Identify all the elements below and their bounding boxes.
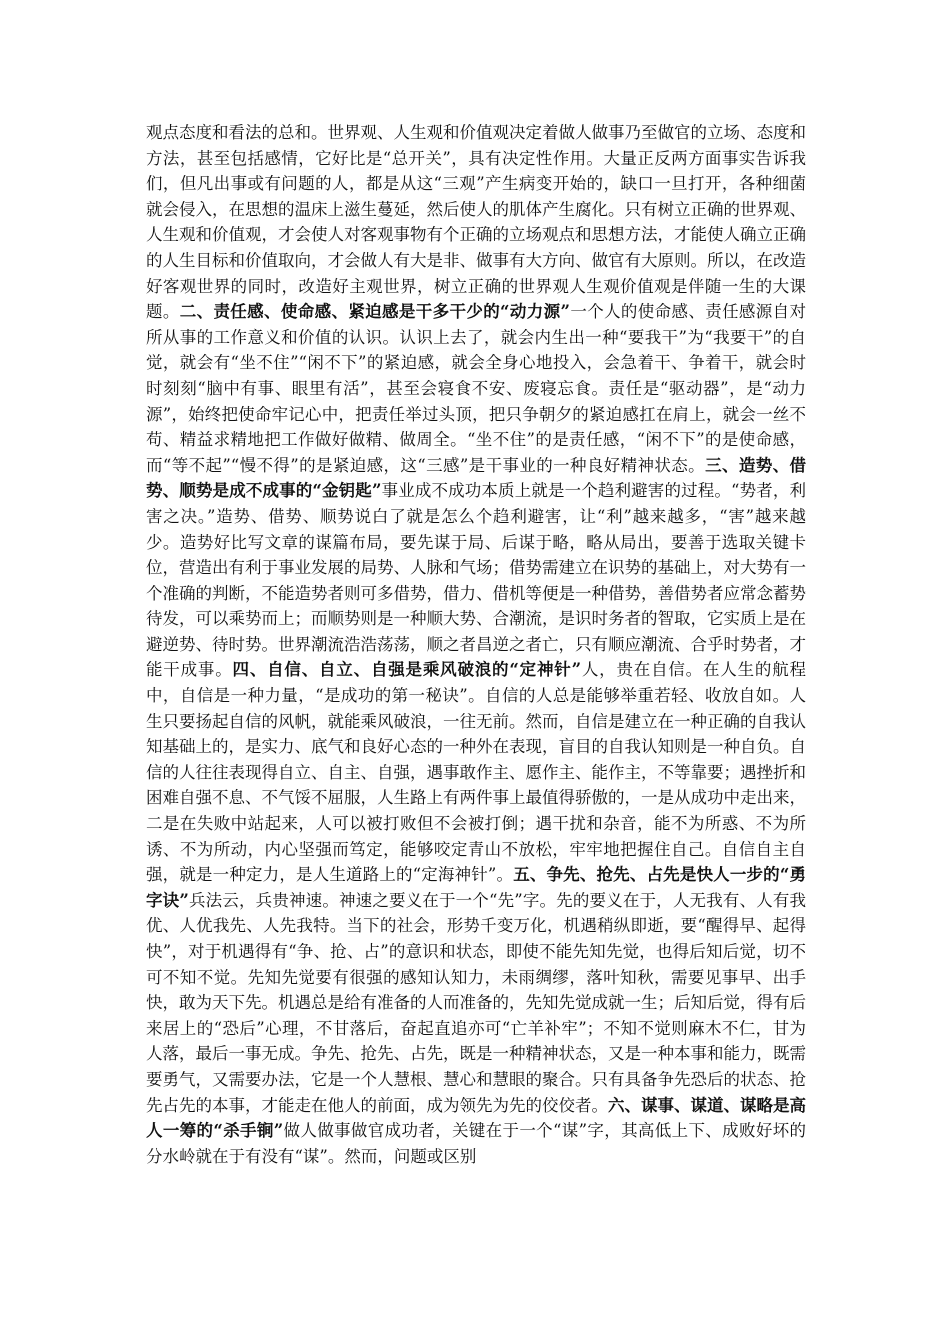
section-heading-3: 三、造势、借势、顺势是成不成事的“金钥匙”: [146, 455, 807, 501]
body-text: 人，贵在自信。在人生的航程中，自信是一种力量，“是成功的第一秘诀”。自信的人总是能够举重若轻、收放自如。人生只要扬起自信的风帆，就能乘风破浪，一往无前。然而，自信是建立在一种正确的自我认知基础上的，是实力、底气和良好心态的一种外在表现，盲目的自我认知则是一种自负。自信的人往往表现得自立、自主、自强，遇事敢作主、愿作主、能作主，不等靠要；遇挫折和困难自强不息、不气馁不屈服，人生路上有两件事上最值得骄傲的，一是从成功中走出来，二是在失败中站起来，人可以被打败但不会被打倒；遇干扰和杂音，能不为所惑、不为所诱、不为所动，内心坚强而笃定，能够咬定青山不放松，牢牢地把握住自己。自信自主自强，就是一种定力，是人生道路上的“定海神针”。: [146, 660, 807, 885]
body-text: 兵法云，兵贵神速。神速之要义在于一个“先”字。先的要义在于，人无我有、人有我优、人优我先、人先我特。当下的社会，形势千变万化，机遇稍纵即逝，要“醒得早、起得快”，对于机遇得有“争、抢、占”的意识和状态，即使不能先知先觉，也得后知后觉，切不可不知不觉。先知先觉要有很强的感知认知力，未雨绸缪，落叶知秋，需要见事早、出手快，敢为天下先。机遇总是给有准备的人而准备的，先知先觉成就一生；后知后觉，得有后来居上的“恐后”心理，不甘落后，奋起直追亦可“亡羊补牢”；不知不觉则麻木不仁，甘为人落，最后一事无成。争先、抢先、占先，既是一种精神状态，又是一种本事和能力，既需要勇气，又需要办法，它是一个人慧根、慧心和慧眼的聚合。只有具备争先恐后的状态、抢先占先的本事，才能走在他人的前面，成为领先为先的佼佼者。: [146, 890, 806, 1115]
section-heading-5: 五、争先、抢先、占先是快人一步的“勇字诀”: [146, 865, 806, 910]
body-text: 一个人的使命感、责任感源自对所从事的工作意义和价值的认识。认识上去了，就会内生出一种“要我干”为“我要干”的自觉，就会有“坐不住”“闲不下”的紧迫感，就会全身心地投入，会急着干、争着干，就会时时刻刻“脑中有事、眼里有活”，甚至会寝食不安、废寝忘食。责任是“驱动器”，是“动力源”，始终把使命牢记心中，把责任举过头顶，把只争朝夕的紧迫感扛在肩上，就会一丝不苟、精益求精地把工作做好做精、做周全。“坐不住”的是责任感，“闲不下”的是使命感，而“等不起”“慢不得”的是紧迫感，这“三感”是干事业的一种良好精神状态。: [146, 302, 806, 475]
section-heading-6: 六、谋事、谋道、谋略是高人一筹的“杀手锏”: [146, 1095, 806, 1141]
body-text: 事业成不成功本质上就是一个趋利避害的过程。“势者，利害之决。”造势、借势、顺势说白了就是怎么个趋利避害，让“利”越来越多，“害”越来越少。造势好比写文章的谋篇布局，要先谋于局、后谋于略，略从局出，要善于选取关键卡位，营造出有利于事业发展的局势、人脉和气场；借势需建立在识势的基础上，对大势有一个准确的判断，不能造势者则可多借势，借力、借机等便是一种借势，善借势者应常念蓄势待发，可以乘势而上；而顺势则是一种顺大势、合潮流，是识时务者的智取，它实质上是在避逆势、待时势。世界潮流浩浩荡荡，顺之者昌逆之者亡，只有顺应潮流、合乎时势者，才能干成事。: [146, 481, 806, 680]
body-text: 做人做事做官成功者，关键在于一个“谋”字，其高低上下、成败好坏的分水岭就在于有没有“谋”。然而，问题或区别: [146, 1121, 807, 1166]
body-text: 观点态度和看法的总和。世界观、人生观和价值观决定着做人做事乃至做官的立场、态度和方法，甚至包括感情，它好比是“总开关”，具有决定性作用。大量正反两方面事实告诉我们，但凡出事或有问题的人，都是从这“三观”产生病变开始的，缺口一旦打开，各种细菌就会侵入，在思想的温床上滋生蔓延，然后使人的肌体产生腐化。只有树立正确的世界观、人生观和价值观，才会使人对客观事物有个正确的立场观点和思想方法，才能使人确立正确的人生目标和价值取向，才会做人有大是非、做事有大方向、做官有大原则。所以，在改造好客观世界的同时，改造好主观世界，树立正确的世界观人生观价值观是伴随一生的大课题。: [146, 123, 806, 322]
section-heading-4: 四、自信、自立、自强是乘风破浪的“定神针”: [232, 660, 582, 680]
document-body: [146, 120, 806, 1169]
section-heading-2: 二、责任感、使命感、紧迫感是干多干少的“动力源”: [179, 302, 570, 322]
